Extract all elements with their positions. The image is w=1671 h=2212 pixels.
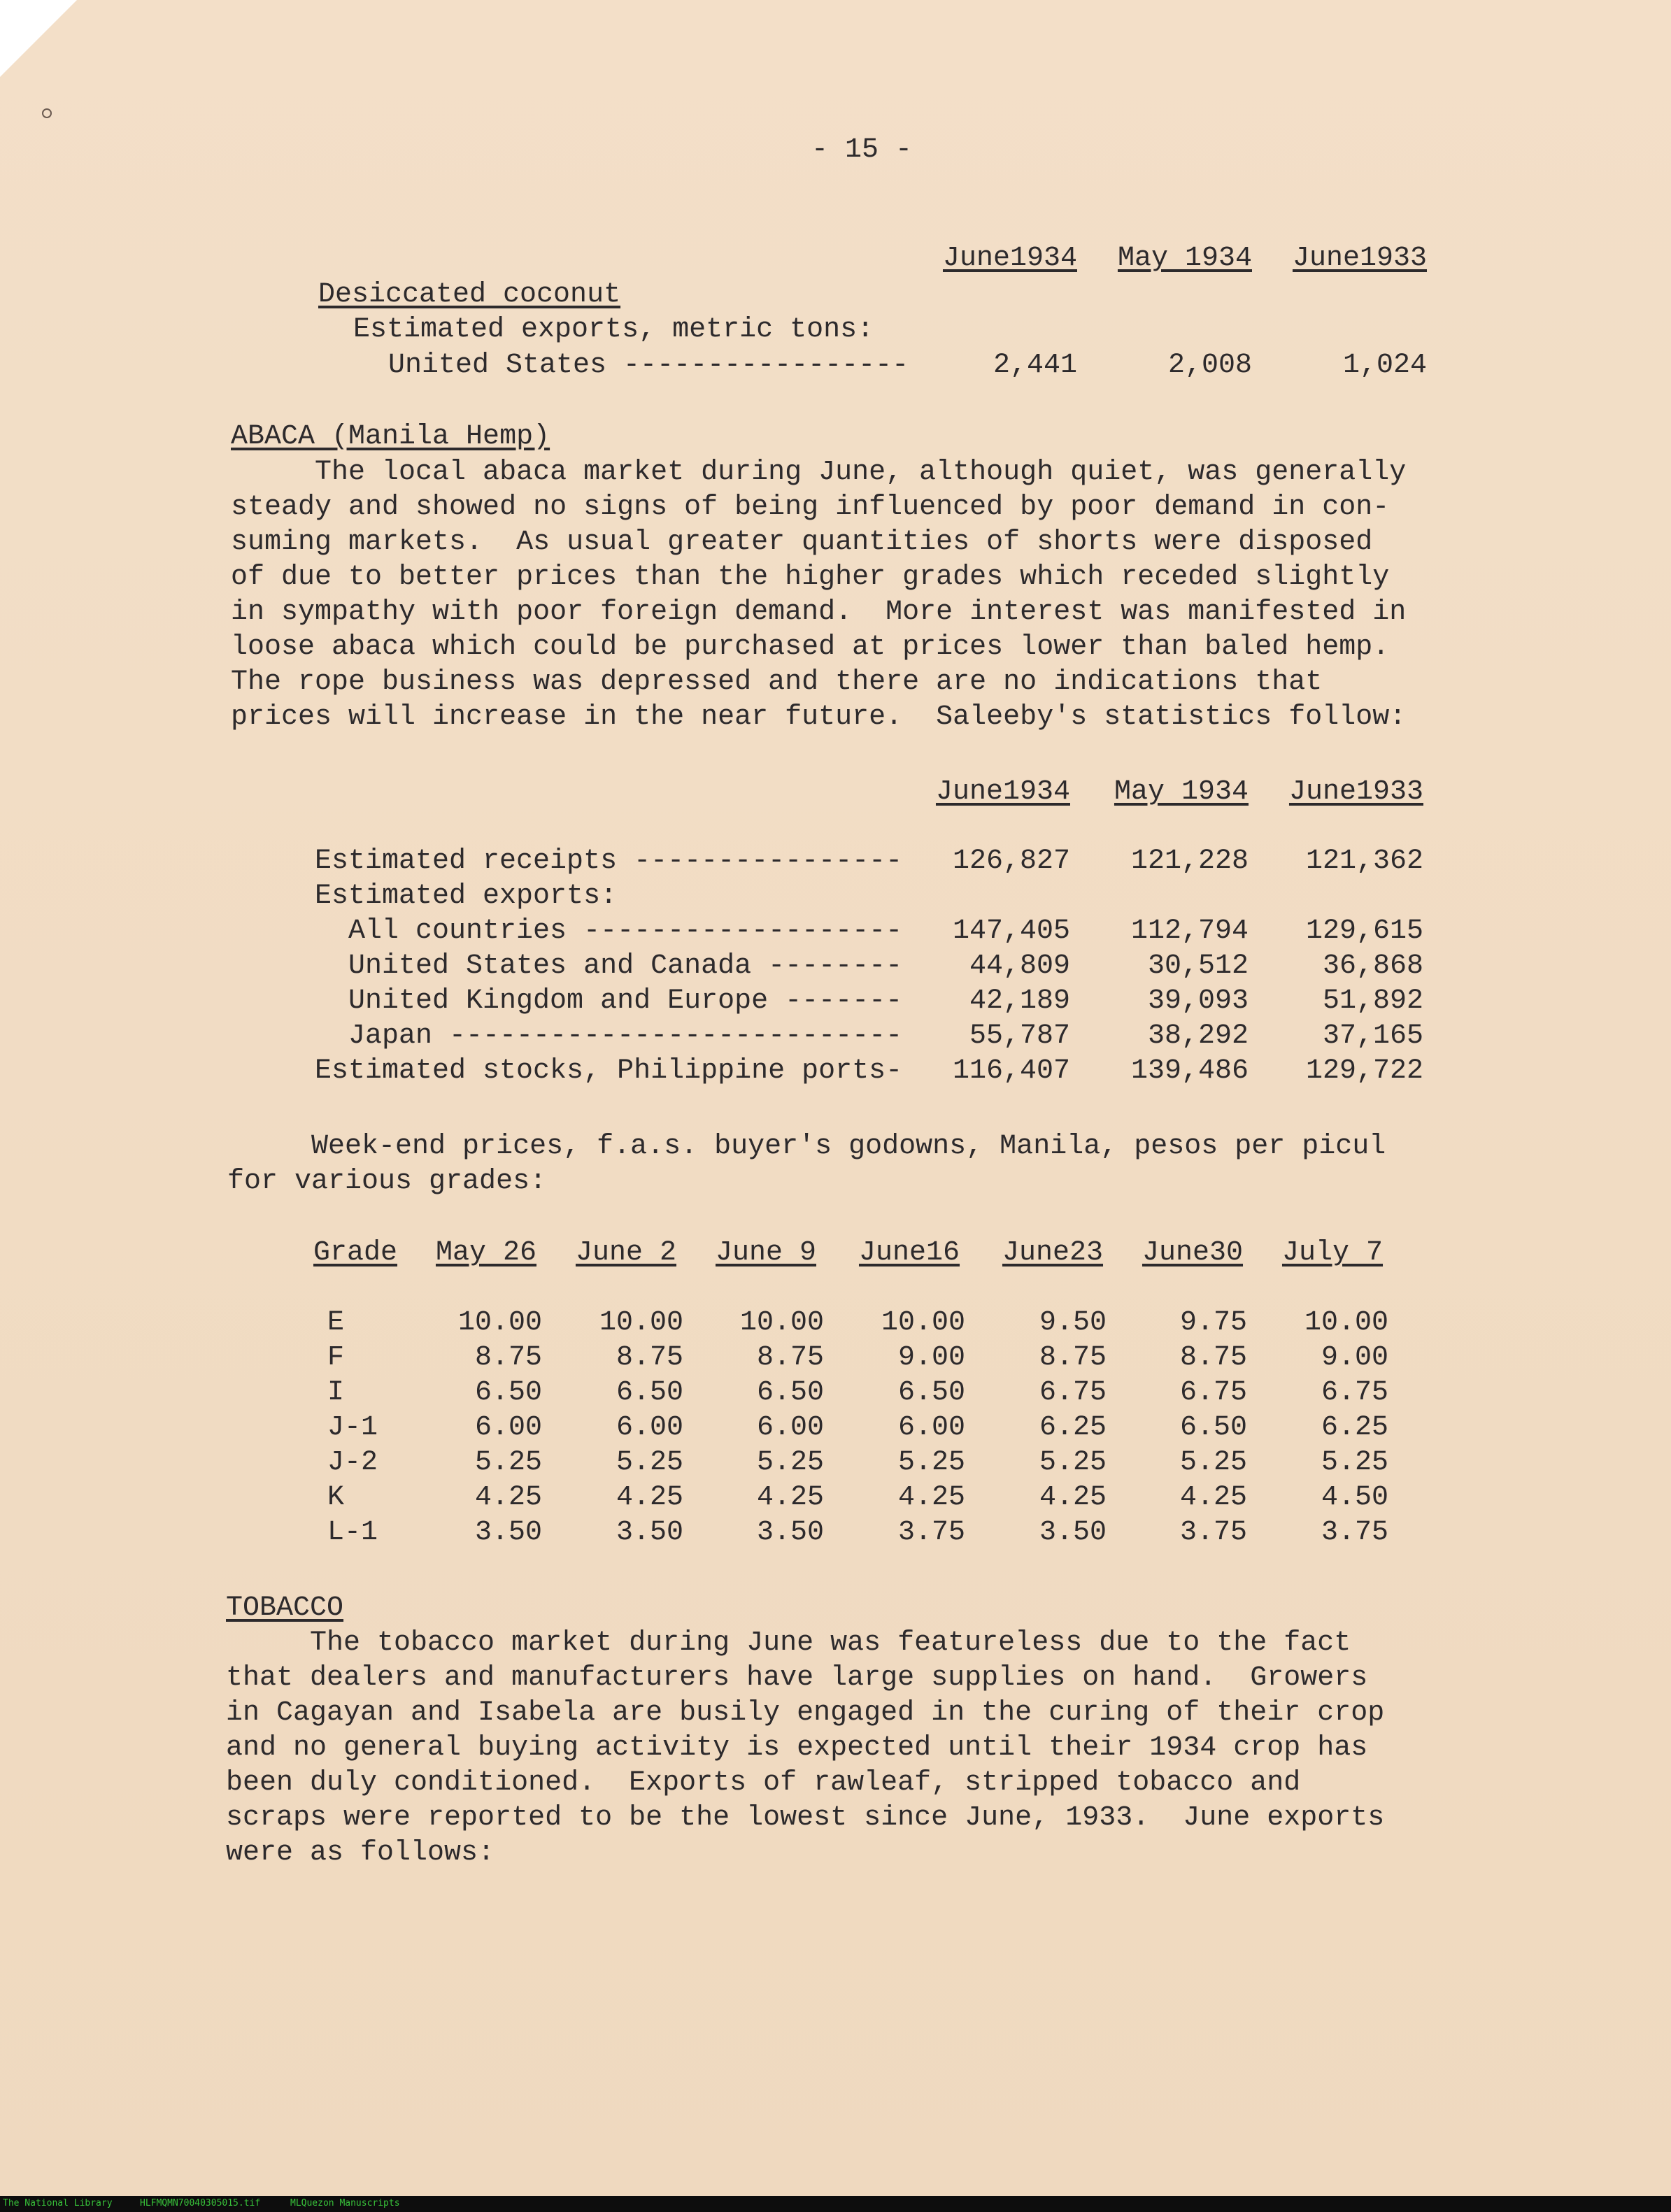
abaca-stats-label: Estimated stocks, Philippine ports- [315, 1055, 903, 1087]
abaca-stats-label: All countries ------------------- [315, 915, 903, 947]
price-june16-column [839, 1306, 965, 1550]
price-cell: 6.25 [1039, 1412, 1107, 1443]
abaca-stats-value: 121,362 [1305, 845, 1423, 877]
price-cell: 10.00 [739, 1307, 824, 1339]
price-cell: 3.75 [1321, 1517, 1388, 1548]
abaca-paragraph-line: loose abaca which could be purchased at prices lower than baled hemp. [231, 632, 1390, 663]
price-cell: 6.75 [1179, 1377, 1247, 1408]
price-cell: 10.00 [457, 1307, 542, 1339]
price-grade: J-2 [327, 1447, 378, 1478]
coconut-header-may1934: May 1934 [1117, 243, 1252, 274]
price-cell: 9.00 [897, 1342, 965, 1373]
coconut-title: Desiccated coconut [318, 279, 621, 311]
price-cell: 6.50 [616, 1377, 683, 1408]
price-cell: 5.25 [1039, 1447, 1107, 1478]
price-cell: 5.25 [474, 1447, 542, 1478]
price-grade: J-1 [327, 1412, 378, 1443]
price-header-july7: July 7 [1281, 1237, 1384, 1269]
abaca-stats-value: 51,892 [1322, 985, 1423, 1017]
abaca-paragraph-line: in sympathy with poor foreign demand. More interest was manifested in [231, 597, 1407, 628]
price-cell: 4.25 [1179, 1482, 1247, 1513]
price-header-grade: Grade [313, 1237, 398, 1269]
price-cell: 9.00 [1321, 1342, 1388, 1373]
abaca-stats-value: 37,165 [1322, 1020, 1423, 1052]
price-intro [227, 1129, 1386, 1199]
price-cell: 4.25 [1039, 1482, 1107, 1513]
price-cell: 5.25 [616, 1447, 683, 1478]
price-cell: 8.75 [756, 1342, 824, 1373]
abaca-header-june1934: June1934 [935, 776, 1070, 808]
coconut-header-june1934: June1934 [942, 243, 1077, 274]
abaca-stats-value: 55,787 [969, 1020, 1070, 1052]
price-cell: 6.50 [474, 1377, 542, 1408]
tobacco-paragraph-line: in Cagayan and Isabela are busily engaged in the curing of their crop [226, 1697, 1385, 1729]
abaca-stats-value [1109, 879, 1249, 914]
coconut-value-june1933: 1,024 [1342, 350, 1427, 381]
price-cell: 4.25 [897, 1482, 965, 1513]
price-cell: 6.50 [756, 1377, 824, 1408]
price-cell: 5.25 [897, 1447, 965, 1478]
price-cell: 6.00 [616, 1412, 683, 1443]
price-cell: 3.75 [897, 1517, 965, 1548]
price-cell: 9.75 [1179, 1307, 1247, 1339]
price-grade-column [327, 1306, 378, 1550]
abaca-stats-june1933-column [1284, 844, 1423, 1089]
price-cell: 6.00 [897, 1412, 965, 1443]
price-cell: 4.50 [1321, 1482, 1388, 1513]
abaca-stats-value: 129,615 [1305, 915, 1423, 947]
price-header-june9: June 9 [715, 1237, 817, 1269]
price-header-may26: May 26 [435, 1237, 537, 1269]
punch-hole [42, 108, 52, 118]
price-cell: 6.00 [474, 1412, 542, 1443]
price-intro-line: for various grades: [227, 1166, 547, 1197]
abaca-stats-labels [315, 844, 902, 1089]
abaca-paragraph-line: steady and showed no signs of being influenced by poor demand in con- [231, 492, 1390, 523]
coconut-value-june1934: 2,441 [993, 350, 1077, 381]
abaca-stats-label: Japan --------------------------- [315, 1020, 903, 1052]
abaca-stats-value: 121,228 [1130, 845, 1249, 877]
folded-corner [0, 0, 77, 77]
footer-collection: MLQuezon Manuscripts [290, 2198, 400, 2209]
price-cell: 4.25 [616, 1482, 683, 1513]
price-grade: E [327, 1307, 345, 1339]
price-grade: F [327, 1342, 345, 1373]
price-cell: 10.00 [881, 1307, 965, 1339]
abaca-paragraph-line: The rope business was depressed and there are no indications that [231, 666, 1323, 698]
tobacco-heading: TOBACCO [226, 1592, 344, 1624]
price-cell: 6.25 [1321, 1412, 1388, 1443]
price-grade: L-1 [327, 1517, 378, 1548]
abaca-stats-value: 38,292 [1147, 1020, 1249, 1052]
price-cell: 5.25 [1179, 1447, 1247, 1478]
page-number: - 15 - [811, 134, 913, 166]
price-cell: 10.00 [599, 1307, 683, 1339]
abaca-stats-value: 39,093 [1147, 985, 1249, 1017]
tobacco-paragraph-line: been duly conditioned. Exports of rawleaf, stripped tobacco and [226, 1767, 1301, 1799]
price-cell: 5.25 [756, 1447, 824, 1478]
price-cell: 4.25 [474, 1482, 542, 1513]
price-cell: 6.75 [1321, 1377, 1388, 1408]
abaca-stats-value [930, 879, 1070, 914]
price-may26-column [416, 1306, 542, 1550]
price-june23-column [981, 1306, 1107, 1550]
price-cell: 6.50 [897, 1377, 965, 1408]
abaca-stats-value: 112,794 [1130, 915, 1249, 947]
price-cell: 8.75 [474, 1342, 542, 1373]
abaca-heading: ABACA (Manila Hemp) [231, 421, 550, 452]
price-cell: 3.50 [616, 1517, 683, 1548]
abaca-paragraph-line: suming markets. As usual greater quantities of shorts were disposed [231, 527, 1373, 558]
abaca-header-june1933: June1933 [1288, 776, 1423, 808]
price-header-june30: June30 [1142, 1237, 1244, 1269]
abaca-stats-value: 30,512 [1147, 950, 1249, 982]
coconut-value-may1934: 2,008 [1167, 350, 1252, 381]
abaca-stats-value: 139,486 [1130, 1055, 1249, 1087]
abaca-stats-value: 147,405 [952, 915, 1070, 947]
abaca-paragraph-line: prices will increase in the near future. Saleeby's statistics follow: [231, 701, 1407, 733]
price-grade: I [327, 1377, 345, 1408]
abaca-paragraph-line: The local abaca market during June, although quiet, was generally [231, 457, 1407, 488]
abaca-stats-value: 44,809 [969, 950, 1070, 982]
price-cell: 8.75 [1039, 1342, 1107, 1373]
price-header-june16: June16 [858, 1237, 960, 1269]
abaca-stats-value [1284, 879, 1423, 914]
price-cell: 6.50 [1179, 1412, 1247, 1443]
abaca-stats-value: 36,868 [1322, 950, 1423, 982]
price-cell: 6.00 [756, 1412, 824, 1443]
price-cell: 10.00 [1304, 1307, 1388, 1339]
abaca-header-may1934: May 1934 [1114, 776, 1249, 808]
footer-library: The National Library [3, 2198, 113, 2209]
tobacco-paragraph-line: that dealers and manufacturers have large supplies on hand. Growers [226, 1662, 1368, 1694]
price-cell: 8.75 [616, 1342, 683, 1373]
price-june30-column [1121, 1306, 1247, 1550]
abaca-stats-label: United States and Canada -------- [315, 950, 903, 982]
abaca-stats-value: 126,827 [952, 845, 1070, 877]
coconut-header-june1933: June1933 [1292, 243, 1427, 274]
abaca-stats-label: Estimated exports: [315, 880, 618, 912]
price-cell: 3.75 [1179, 1517, 1247, 1548]
price-june2-column [557, 1306, 683, 1550]
price-cell: 4.25 [756, 1482, 824, 1513]
abaca-stats-label: United Kingdom and Europe ------- [315, 985, 903, 1017]
coconut-subtitle: Estimated exports, metric tons: [353, 314, 874, 345]
coconut-row-label: United States ----------------- [388, 350, 909, 381]
price-cell: 3.50 [474, 1517, 542, 1548]
archive-footer-bar [0, 2196, 1671, 2212]
price-cell: 3.50 [1039, 1517, 1107, 1548]
tobacco-paragraph-line: scraps were reported to be the lowest since June, 1933. June exports [226, 1802, 1385, 1834]
price-cell: 6.75 [1039, 1377, 1107, 1408]
price-grade: K [327, 1482, 345, 1513]
abaca-paragraph [231, 455, 1406, 735]
abaca-stats-value: 42,189 [969, 985, 1070, 1017]
abaca-paragraph-line: of due to better prices than the higher grades which receded slightly [231, 562, 1390, 593]
abaca-stats-may1934-column [1109, 844, 1249, 1089]
price-cell: 9.50 [1039, 1307, 1107, 1339]
abaca-stats-label: Estimated receipts ---------------- [315, 845, 903, 877]
price-header-june2: June 2 [575, 1237, 677, 1269]
abaca-stats-june1934-column [930, 844, 1070, 1089]
price-june9-column [698, 1306, 824, 1550]
tobacco-paragraph-line: The tobacco market during June was featureless due to the fact [226, 1627, 1351, 1659]
price-header-june23: June23 [1002, 1237, 1104, 1269]
tobacco-paragraph [226, 1626, 1384, 1871]
price-intro-line: Week-end prices, f.a.s. buyer's godowns, Manila, pesos per picul [227, 1131, 1386, 1162]
price-cell: 8.75 [1179, 1342, 1247, 1373]
price-cell: 5.25 [1321, 1447, 1388, 1478]
price-july7-column [1263, 1306, 1388, 1550]
abaca-stats-value: 129,722 [1305, 1055, 1423, 1087]
price-cell: 3.50 [756, 1517, 824, 1548]
tobacco-paragraph-line: were as follows: [226, 1837, 495, 1869]
abaca-stats-value: 116,407 [952, 1055, 1070, 1087]
footer-file: HLFMQMN70040305015.tif [140, 2198, 261, 2209]
tobacco-paragraph-line: and no general buying activity is expected until their 1934 crop has [226, 1732, 1368, 1764]
